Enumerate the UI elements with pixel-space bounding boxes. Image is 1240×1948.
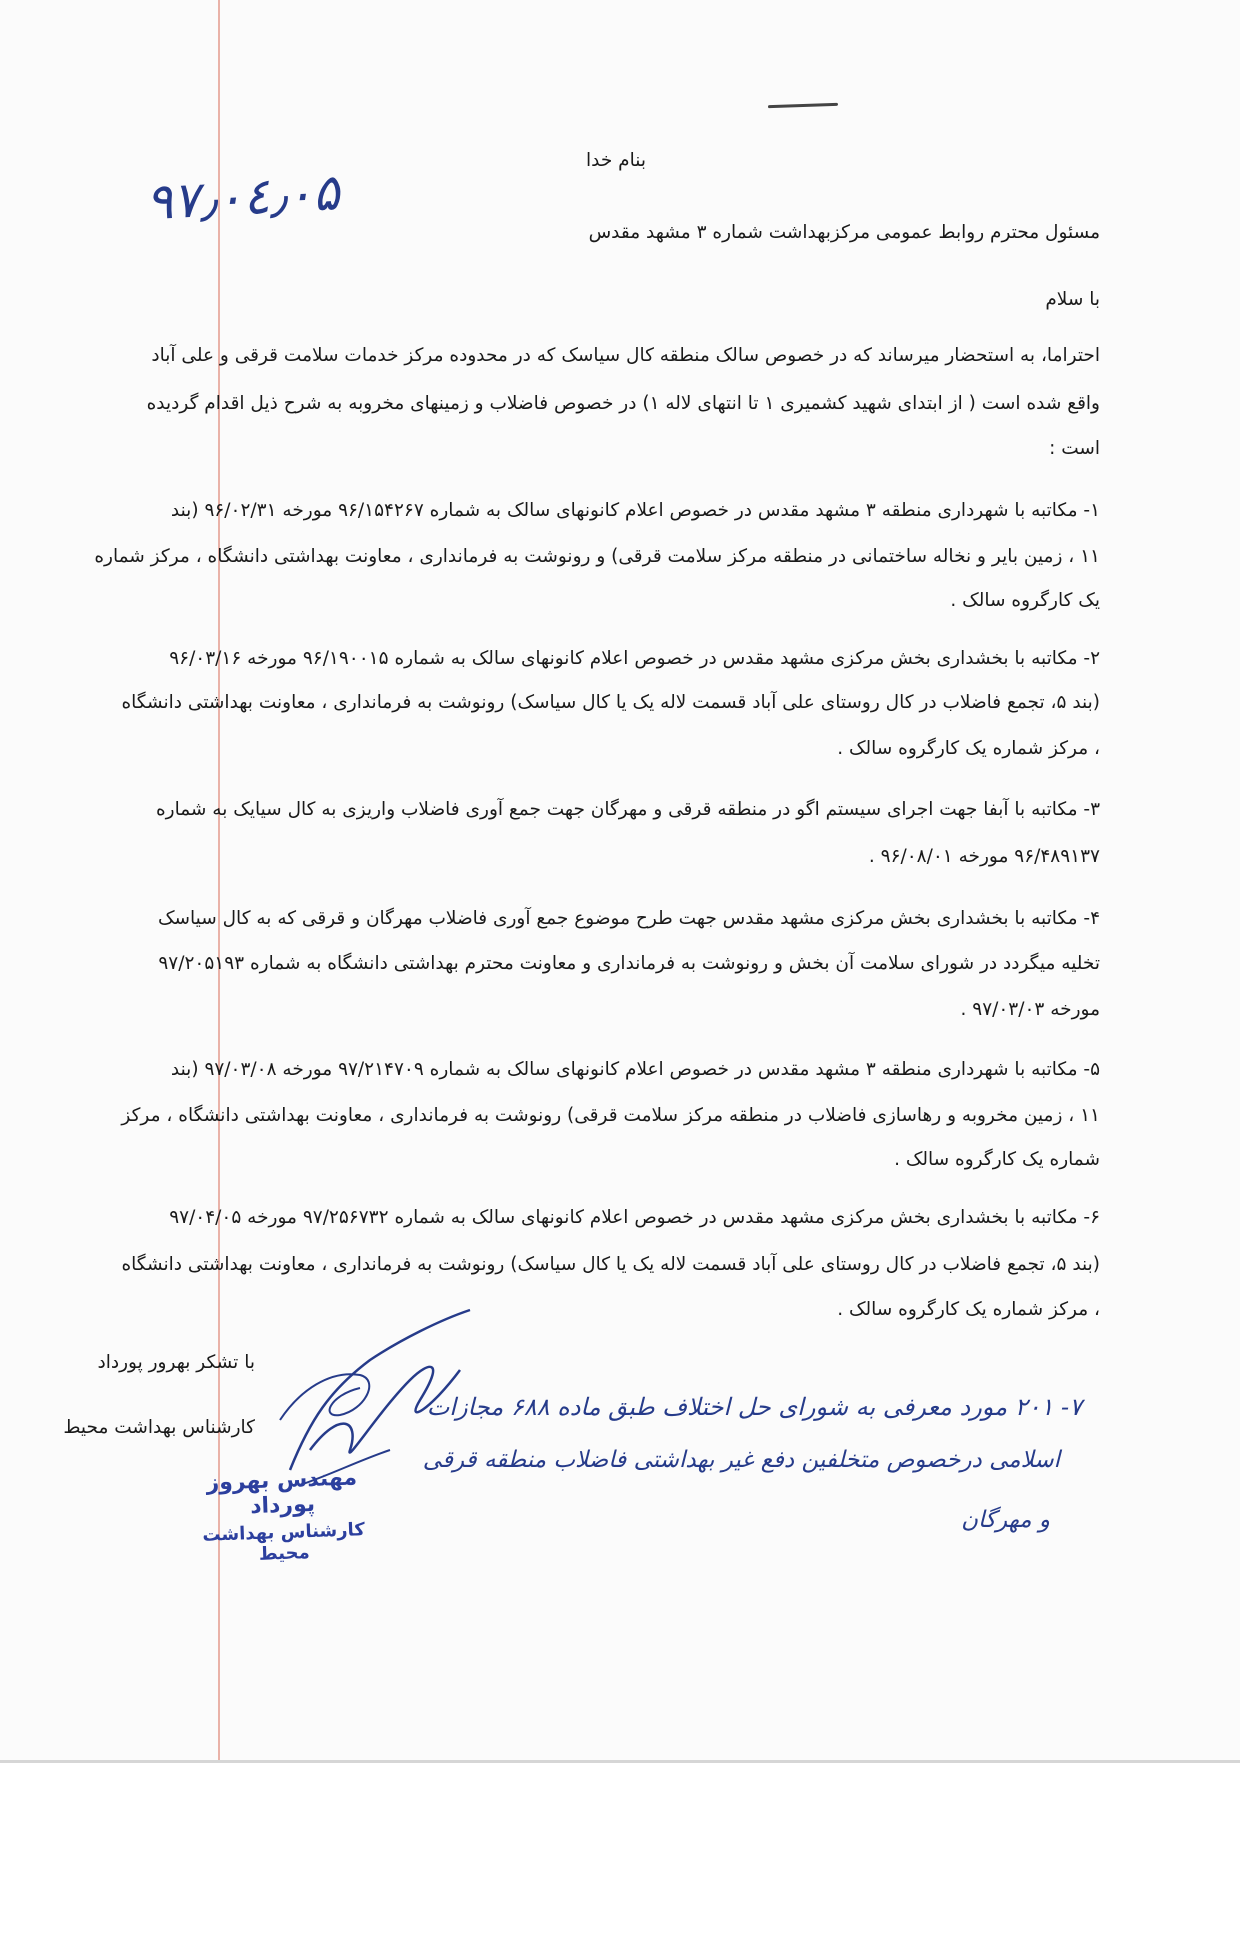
stamp-name: مهندس بهروز پورداد: [206, 1465, 358, 1520]
bismillah-heading: بنام خدا: [586, 150, 646, 171]
item-6-line-3: ، مرکز شماره یک کارگروه سالک .: [837, 1299, 1100, 1320]
engineer-stamp: [176, 1464, 389, 1567]
item-2-line-2: (بند ۵، تجمع فاضلاب در کال روستای علی آباد قسمت لاله یک یا کال سیاسک) رونوشت به فرمانداری ، معاونت بهداشتی دانشگاه: [121, 692, 1100, 713]
item-1-line-1: ۱- مکاتبه با شهرداری منطقه ۳ مشهد مقدس در خصوص اعلام کانونهای سالک به شماره ۹۶/۱۵۴۲۶۷ مورخه ۹۶/۰۲/۳۱ (بند: [170, 500, 1100, 521]
item-6-line-1: ۶- مکاتبه با بخشداری بخش مرکزی مشهد مقدس در خصوص اعلام کانونهای سالک به شماره ۹۷/۲۵۶۷۳۲ مورخه ۹۷/۰۴/۰۵: [169, 1207, 1100, 1228]
handwritten-note-line-2: اسلامی درخصوص متخلفین دفع غیر بهداشتی فاضلاب منطقه قرقی: [422, 1447, 1060, 1473]
item-3-line-1: ۳- مکاتبه با آبفا جهت اجرای سیستم اگو در منطقه قرقی و مهرگان جهت جمع آوری فاضلاب واریزی به کال سیایک به شماره: [155, 799, 1100, 820]
item-4-line-2: تخلیه میگردد در شورای سلامت آن بخش و رونوشت به فرمانداری و معاونت محترم بهداشتی دانشگاه به شماره ۹۷/۲۰۵۱۹۳: [158, 953, 1100, 974]
intro-line-2: واقع شده است ( از ابتدای شهید کشمیری ۱ تا انتهای لاله ۱) در خصوص فاضلاب و زمینهای مخروبه به شرح ذیل اقدام گردیده: [146, 393, 1100, 414]
header-ink-mark: [768, 103, 838, 108]
item-4-line-3: مورخه ۹۷/۰۳/۰۳ .: [960, 999, 1100, 1020]
item-5-line-1: ۵- مکاتبه با شهرداری منطقه ۳ مشهد مقدس در خصوص اعلام کانونهای سالک به شماره ۹۷/۲۱۴۷۰۹ مورخه ۹۷/۰۳/۰۸ (بند: [170, 1059, 1100, 1080]
stamp-role: کارشناس بهداشت محیط: [202, 1519, 366, 1565]
item-5-line-3: شماره یک کارگروه سالک .: [894, 1149, 1100, 1170]
greeting: با سلام: [1045, 289, 1100, 310]
closing-thanks: با تشکر بهرور پورداد: [97, 1352, 255, 1373]
item-4-line-1: ۴- مکاتبه با بخشداری بخش مرکزی مشهد مقدس جهت طرح موضوع جمع آوری فاضلاب مهرگان و قرقی که به کال سیاسک: [157, 908, 1100, 929]
signer-title: کارشناس بهداشت محیط: [63, 1417, 255, 1438]
handwritten-date: ۹۷٫۰٤٫۰۵: [145, 162, 349, 232]
item-6-line-2: (بند ۵، تجمع فاضلاب در کال روستای علی آباد قسمت لاله یک یا کال سیاسک) رونوشت به فرمانداری ، معاونت بهداشتی دانشگاه: [121, 1254, 1100, 1275]
handwritten-note-line-3: و مهرگان: [961, 1507, 1050, 1533]
item-1-line-2: ۱۱ ، زمین بایر و نخاله ساختمانی در منطقه مرکز سلامت قرقی) و رونوشت به فرمانداری ، معاونت بهداشتی دانشگاه ، مرکز شماره: [94, 546, 1100, 567]
intro-line-1: احتراما، به استحضار میرساند که در خصوص سالک منطقه کال سیاسک که در محدوده مرکز خدمات سلامت قرقی و علی آباد: [151, 345, 1100, 366]
item-5-line-2: ۱۱ ، زمین مخروبه و رهاسازی فاضلاب در منطقه مرکز سلامت قرقی) رونوشت به فرمانداری ، معاونت بهداشتی دانشگاه ، مرکز: [121, 1105, 1100, 1126]
addressee: مسئول محترم روابط عمومی مرکزبهداشت شماره ۳ مشهد مقدس: [588, 222, 1100, 243]
item-1-line-3: یک کارگروه سالک .: [950, 590, 1100, 611]
item-2-line-1: ۲- مکاتبه با بخشداری بخش مرکزی مشهد مقدس در خصوص اعلام کانونهای سالک به شماره ۹۶/۱۹۰۰۱۵ مورخه ۹۶/۰۳/۱۶: [169, 648, 1100, 669]
item-3-line-2: ۹۶/۴۸۹۱۳۷ مورخه ۹۶/۰۸/۰۱ .: [868, 846, 1100, 867]
intro-line-3: است :: [1049, 438, 1100, 459]
handwritten-note-line-1: ۷- ۲۰۱ مورد معرفی به شورای حل اختلاف طبق ماده ۶۸۸ مجازات: [426, 1393, 1082, 1421]
item-2-line-3: ، مرکز شماره یک کارگروه سالک .: [837, 738, 1100, 759]
